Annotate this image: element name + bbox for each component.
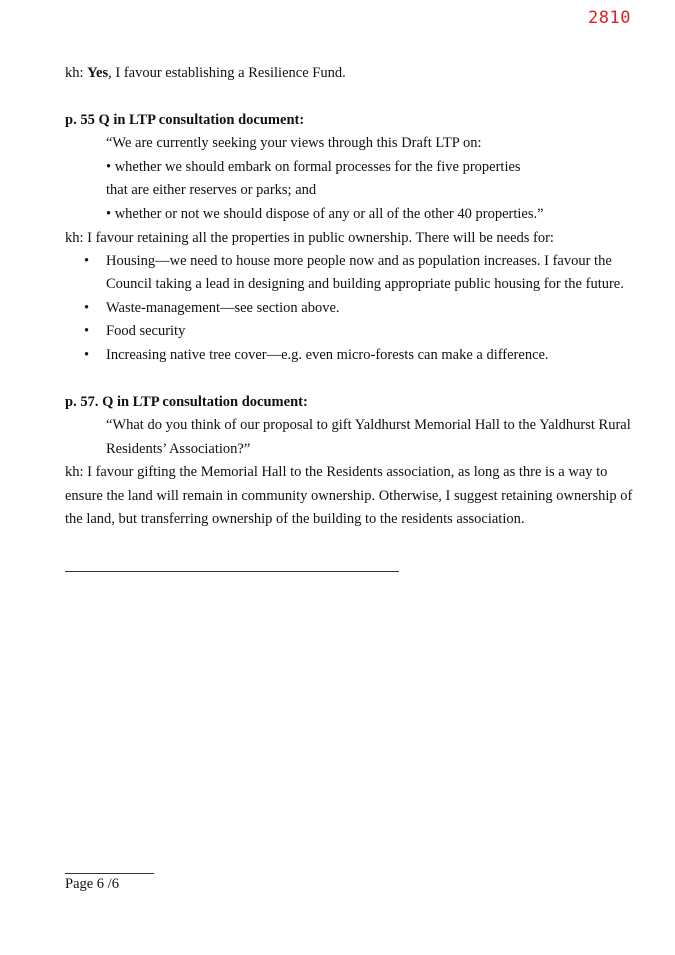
answer-text: the land, but transferring ownership of the building to the residents association. [65,511,525,527]
bullet-marker: • [84,323,90,339]
resilience-fund-answer [65,63,346,83]
quote-line: “What do you think of our proposal to gift Yaldhurst Memorial Hall to the Yaldhurst Rural [106,417,631,433]
answer-rest: , I favour establishing a Resilience Fund. [108,65,346,81]
bullet-marker: • [84,347,90,363]
quote-line: • whether or not we should dispose of any or all of the other 40 properties.” [106,206,544,222]
quote-line: “We are currently seeking your views through this Draft LTP on: [106,135,482,151]
answer-text: kh: I favour gifting the Memorial Hall to the Residents association, as long as thre is a way to [65,464,608,480]
bullet-item-food: Food security [106,323,186,339]
section-heading-p57: p. 57. Q in LTP consultation document: [65,394,308,410]
bullet-marker: • [84,253,90,269]
bullet-marker: • [84,300,90,316]
bullet-item-housing-cont: Council taking a lead in designing and building appropriate public housing for the future. [106,276,624,292]
quote-line: • whether we should embark on formal processes for the five properties [106,159,521,175]
quote-line: that are either reserves or parks; and [106,182,317,198]
section-heading-p55: p. 55 Q in LTP consultation document: [65,112,305,128]
document-stamp-number: 2810 [588,8,631,28]
end-divider [65,571,399,572]
answer-text: kh: I favour retaining all the properties in public ownership. There will be needs for: [65,230,554,246]
answer-prefix: kh: [65,65,88,81]
answer-bold-yes: Yes [87,65,109,81]
page-number: Page 6 /6 [65,876,119,892]
quote-line: Residents’ Association?” [106,441,251,457]
bullet-item-housing: Housing—we need to house more people now and as population increases. I favour the [106,253,612,269]
answer-text: ensure the land will remain in community ownership. Otherwise, I suggest retaining ownership of [65,488,633,504]
bullet-item-waste: Waste-management—see section above. [106,300,340,316]
bullet-item-trees: Increasing native tree cover—e.g. even micro-forests can make a difference. [106,347,549,363]
